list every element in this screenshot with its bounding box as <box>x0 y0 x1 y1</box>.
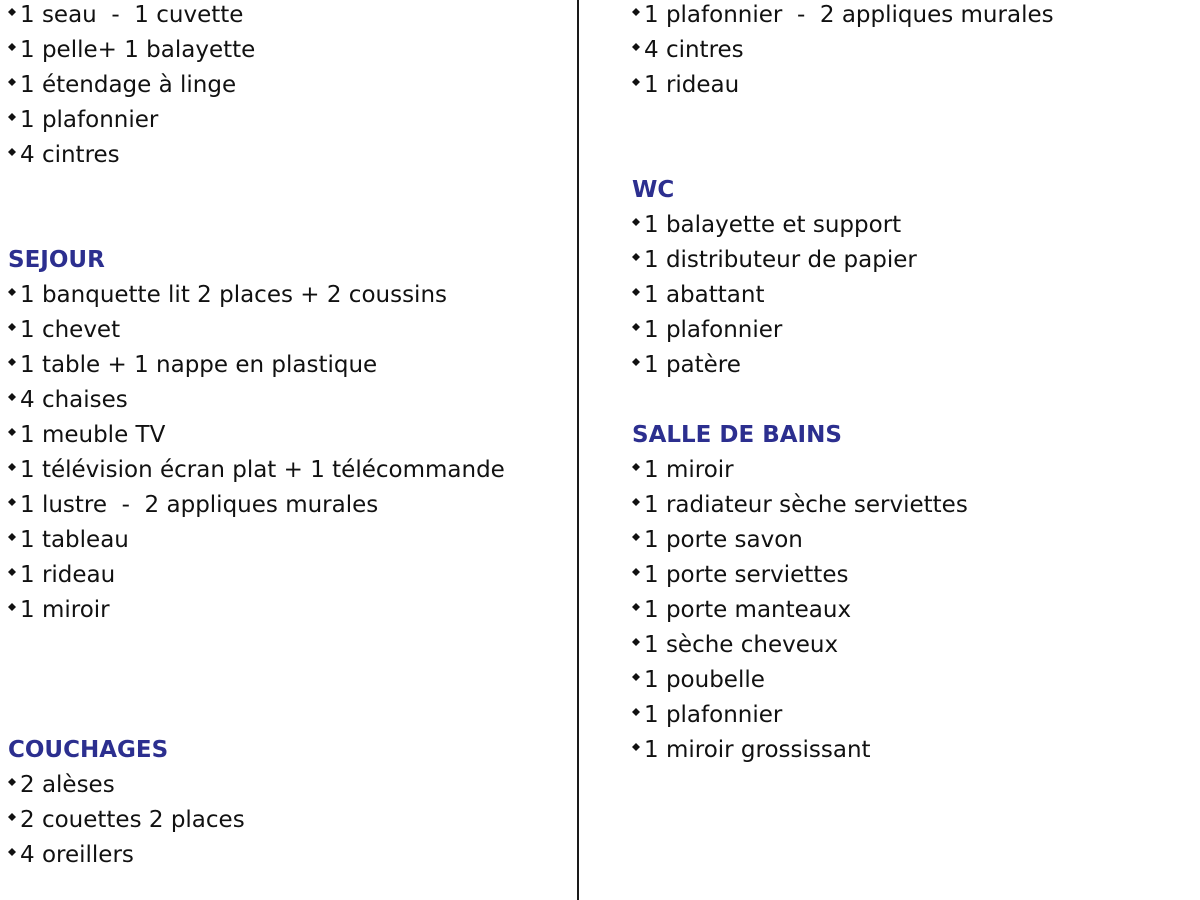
list-item: 1 rideau <box>632 70 1192 105</box>
diamond-bullet-icon <box>632 4 640 12</box>
couchages-section <box>8 735 568 875</box>
diamond-bullet-icon <box>8 74 16 82</box>
list-item: 1 plafonnier <box>632 315 1192 350</box>
diamond-bullet-icon <box>8 564 16 572</box>
list-item: 1 radiateur sèche serviettes <box>632 490 1192 525</box>
diamond-bullet-icon <box>8 319 16 327</box>
list-item: 1 poubelle <box>632 665 1192 700</box>
couchages-heading: COUCHAGES <box>8 737 169 763</box>
list-item: 1 pelle+ 1 balayette <box>8 35 568 70</box>
list-item: 1 rideau <box>8 560 568 595</box>
list-item: 1 patère <box>632 350 1192 385</box>
diamond-bullet-icon <box>632 599 640 607</box>
diamond-bullet-icon <box>632 459 640 467</box>
list-item: 4 cintres <box>8 140 568 175</box>
list-item: 1 lustre - 2 appliques murales <box>8 490 568 525</box>
list-item: 1 plafonnier <box>632 700 1192 735</box>
top-items-list <box>8 0 568 175</box>
list-item: 1 table + 1 nappe en plastique <box>8 350 568 385</box>
list-item: 1 télévision écran plat + 1 télécommande <box>8 455 568 490</box>
wc-heading: WC <box>632 177 675 203</box>
left-column <box>8 0 568 875</box>
diamond-bullet-icon <box>632 284 640 292</box>
list-item: 1 meuble TV <box>8 420 568 455</box>
list-item: 1 porte savon <box>632 525 1192 560</box>
column-divider <box>577 0 579 900</box>
diamond-bullet-icon <box>8 809 16 817</box>
diamond-bullet-icon <box>632 319 640 327</box>
diamond-bullet-icon <box>632 564 640 572</box>
list-item: 1 tableau <box>8 525 568 560</box>
list-item: 4 cintres <box>632 35 1192 70</box>
salle-de-bains-heading: SALLE DE BAINS <box>632 422 842 448</box>
right-column <box>632 0 1192 770</box>
diamond-bullet-icon <box>632 669 640 677</box>
list-item: 1 plafonnier - 2 appliques murales <box>632 0 1192 35</box>
diamond-bullet-icon <box>8 389 16 397</box>
diamond-bullet-icon <box>8 144 16 152</box>
diamond-bullet-icon <box>8 844 16 852</box>
list-item: 1 miroir grossissant <box>632 735 1192 770</box>
diamond-bullet-icon <box>8 284 16 292</box>
diamond-bullet-icon <box>632 214 640 222</box>
list-item: 1 abattant <box>632 280 1192 315</box>
diamond-bullet-icon <box>632 39 640 47</box>
diamond-bullet-icon <box>8 459 16 467</box>
diamond-bullet-icon <box>632 529 640 537</box>
diamond-bullet-icon <box>632 74 640 82</box>
list-item: 1 miroir <box>8 595 568 630</box>
list-item: 2 alèses <box>8 770 568 805</box>
diamond-bullet-icon <box>8 424 16 432</box>
salle-de-bains-section <box>632 420 1192 770</box>
diamond-bullet-icon <box>8 494 16 502</box>
list-item: 1 porte serviettes <box>632 560 1192 595</box>
diamond-bullet-icon <box>632 634 640 642</box>
list-item: 1 étendage à linge <box>8 70 568 105</box>
diamond-bullet-icon <box>8 599 16 607</box>
diamond-bullet-icon <box>8 354 16 362</box>
diamond-bullet-icon <box>8 109 16 117</box>
list-item: 1 miroir <box>632 455 1192 490</box>
diamond-bullet-icon <box>632 249 640 257</box>
diamond-bullet-icon <box>632 739 640 747</box>
wc-section <box>632 175 1192 385</box>
list-item: 1 chevet <box>8 315 568 350</box>
sejour-section <box>8 245 568 630</box>
top-items-list <box>632 0 1192 105</box>
list-item: 1 sèche cheveux <box>632 630 1192 665</box>
diamond-bullet-icon <box>632 354 640 362</box>
list-item: 1 porte manteaux <box>632 595 1192 630</box>
list-item: 2 couettes 2 places <box>8 805 568 840</box>
list-item: 4 chaises <box>8 385 568 420</box>
list-item: 1 balayette et support <box>632 210 1192 245</box>
list-item: 1 distributeur de papier <box>632 245 1192 280</box>
diamond-bullet-icon <box>8 774 16 782</box>
list-item: 4 oreillers <box>8 840 568 875</box>
list-item: 1 banquette lit 2 places + 2 coussins <box>8 280 568 315</box>
diamond-bullet-icon <box>8 39 16 47</box>
sejour-heading: SEJOUR <box>8 247 105 273</box>
diamond-bullet-icon <box>8 4 16 12</box>
diamond-bullet-icon <box>632 494 640 502</box>
diamond-bullet-icon <box>8 529 16 537</box>
list-item: 1 plafonnier <box>8 105 568 140</box>
list-item: 1 seau - 1 cuvette <box>8 0 568 35</box>
diamond-bullet-icon <box>632 704 640 712</box>
